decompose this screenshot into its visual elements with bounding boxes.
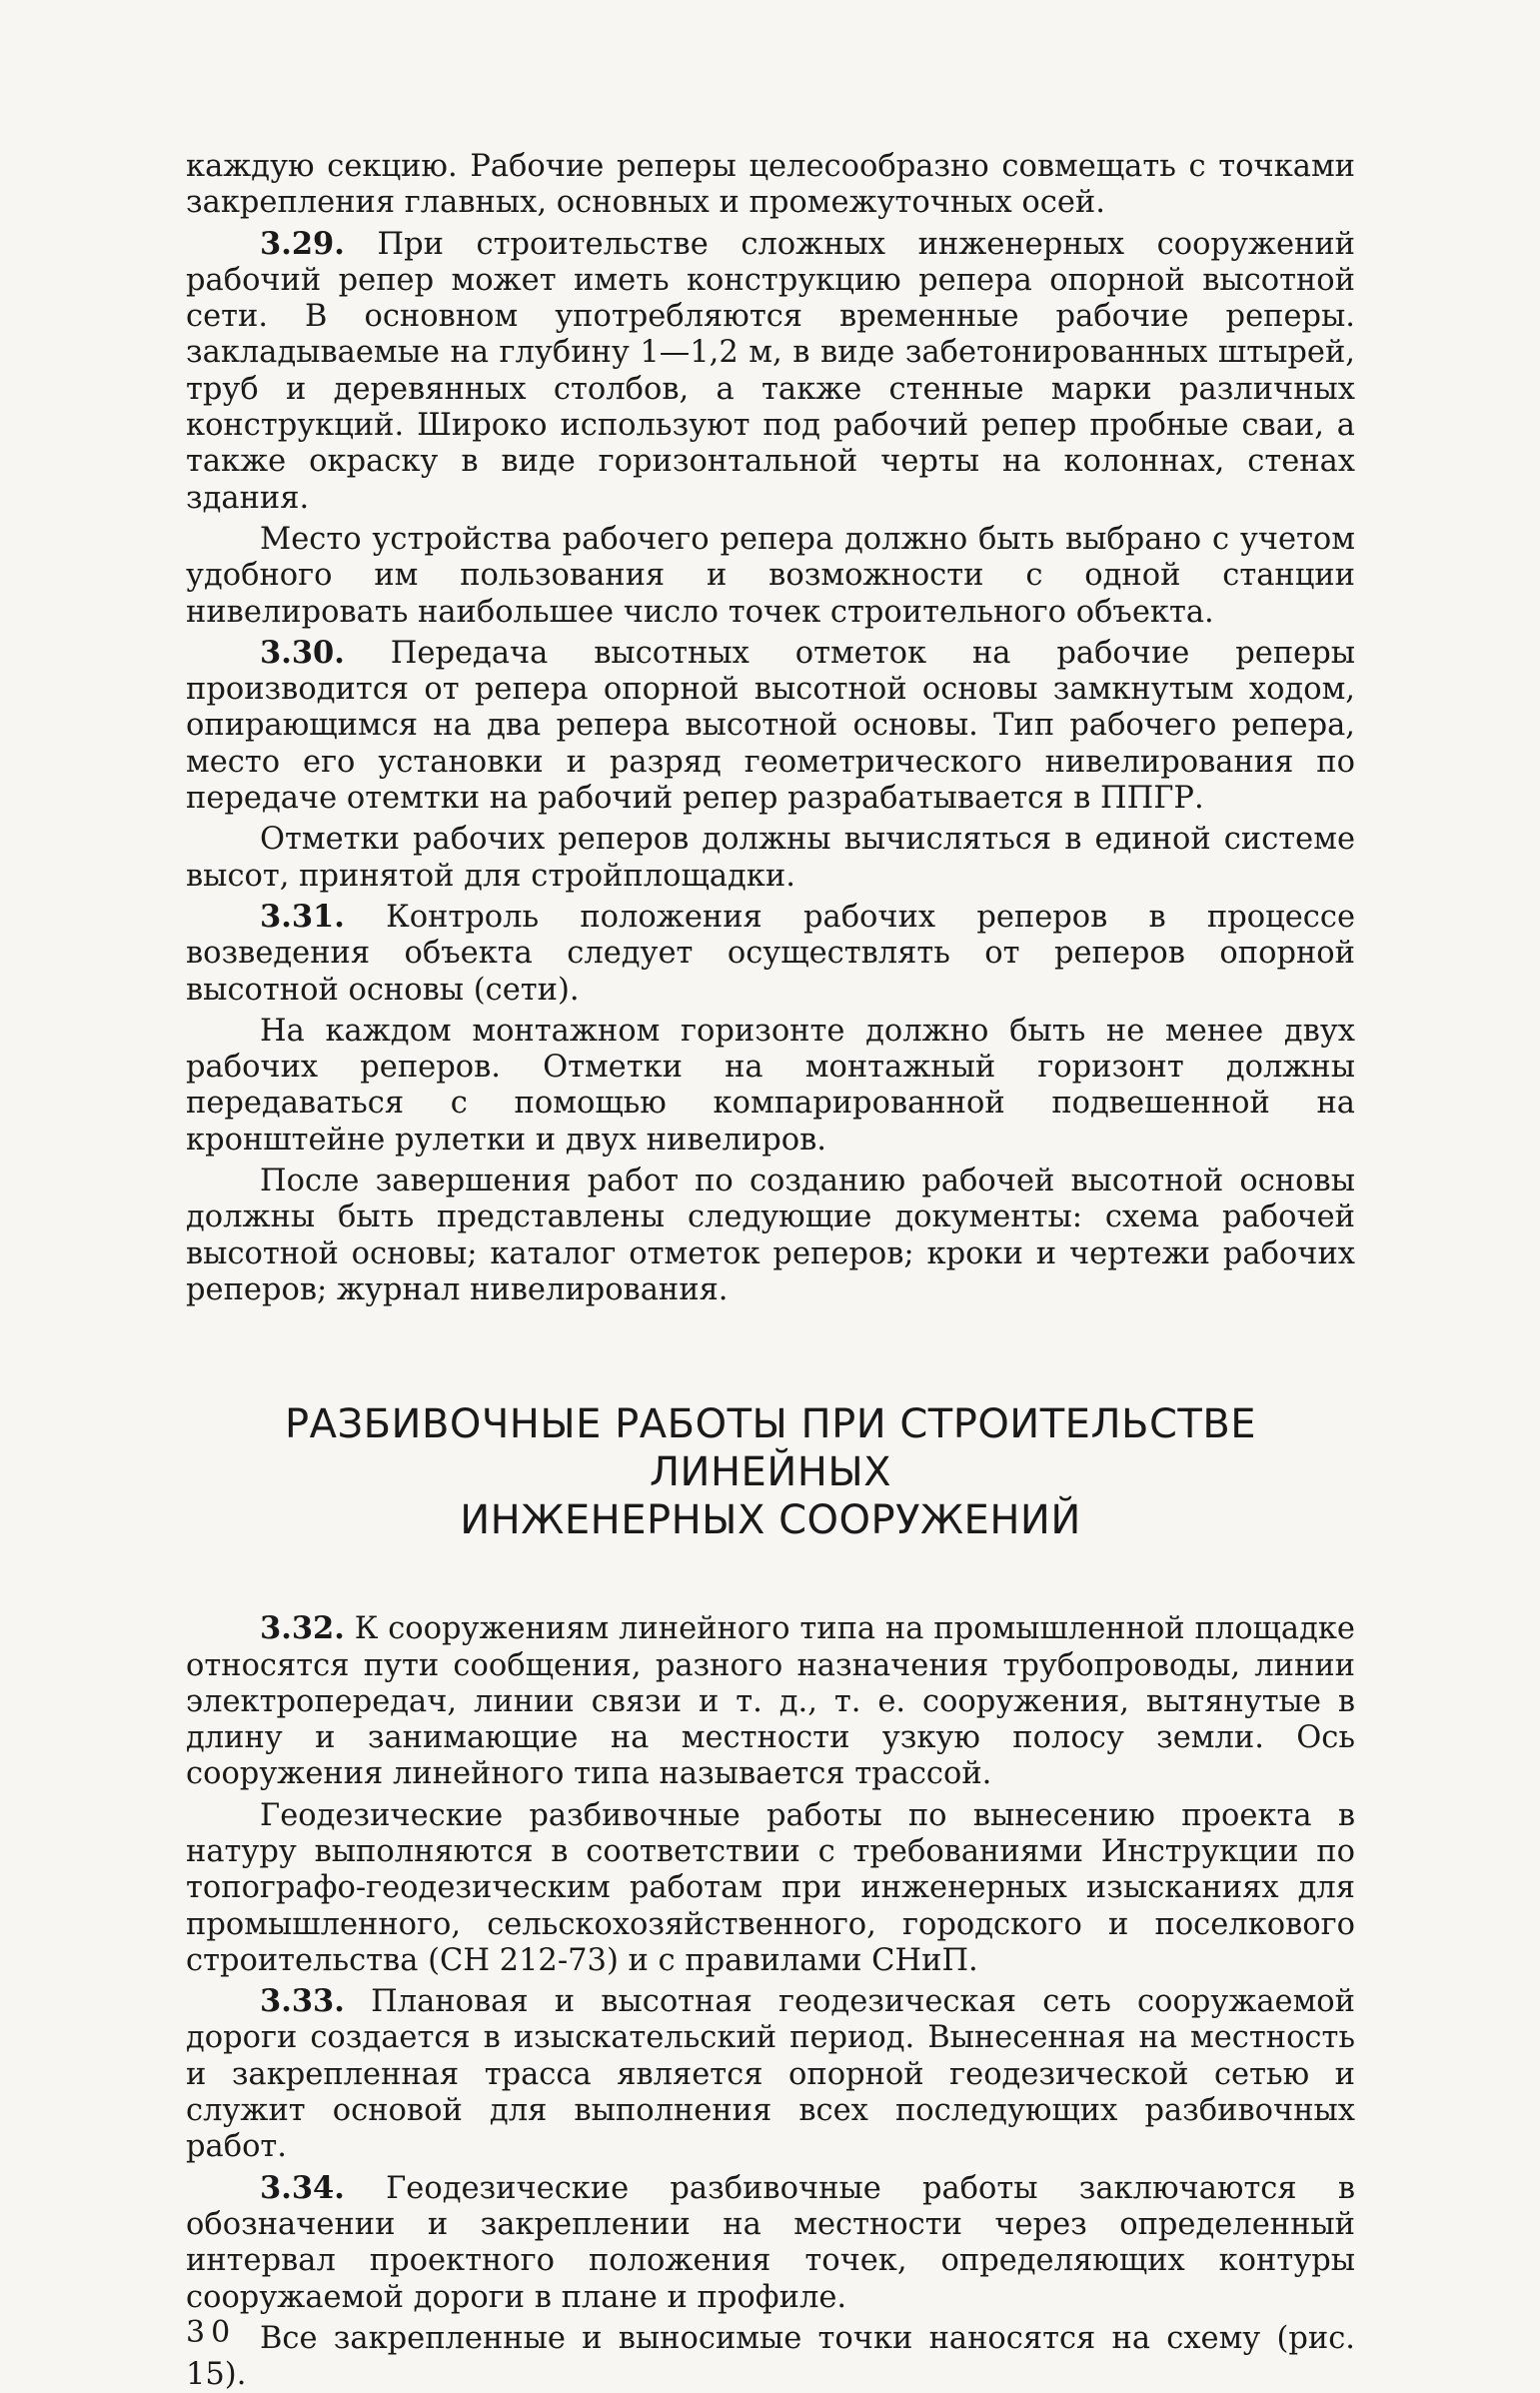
clause-number: 3.30. <box>260 634 345 671</box>
paragraph-top-4 <box>186 821 1355 895</box>
section-heading-line-2: ИНЖЕНЕРНЫХ СООРУЖЕНИЙ <box>460 1497 1081 1544</box>
paragraph-text: Плановая и высотная геодезическая сеть сооружаемой дороги создается в изыскательский период. Вынесенная на местность и закрепленная трасса является опорной геодезической сетью и служит основой для выполнения всех последующих разбивочных работ. <box>186 1984 1355 2165</box>
paragraph-top-5 <box>186 899 1355 1009</box>
paragraph-text: Геодезические разбивочные работы заключаются в обозначении и закреплении на местности через определенный интервал проектного положения точек, определяющих контуры сооружаемой дороги в плане и профиле. <box>186 2170 1355 2315</box>
paragraph-text: К сооружениям линейного типа на промышленной площадке относятся пути сообщения, разного назначения трубопроводы, линии электропередач, линии связи и т. д., т. е. сооружения, вытянутые в длину и занимающие на местности узкую полосу земли. Ось сооружения линейного типа называется трассой. <box>186 1611 1355 1792</box>
paragraph-top-6 <box>186 1013 1355 1159</box>
paragraph-bottom-2 <box>186 1983 1355 2165</box>
body-text <box>186 148 1355 2393</box>
paragraph-top-3 <box>186 635 1355 817</box>
paragraph-text: Передача высотных отметок на рабочие реперы производится от репера опорной высотной основы замкнутым ходом, опирающимся на два репера высотной основы. Тип рабочего репера, место его установки и разряд геометрического нивелирования по передаче отемтки на рабочий репер разрабатывается в ППГР. <box>186 635 1355 817</box>
paragraph-text: Контроль положения рабочих реперов в процессе возведения объекта следует осуществлять от реперов опорной высотной основы (сети). <box>186 899 1355 1008</box>
clause-number: 3.32. <box>260 1610 345 1647</box>
section-heading <box>186 1400 1355 1544</box>
paragraph-bottom-0 <box>186 1610 1355 1792</box>
paragraph-text: На каждом монтажном горизонте должно быть не менее двух рабочих реперов. Отметки на монтажный горизонт должны передаваться с помощью компарированной подвешенной на кронштейне рулетки и двух нивелиров. <box>186 1013 1355 1158</box>
paragraph-bottom-4 <box>186 2320 1355 2393</box>
clause-number: 3.31. <box>260 898 345 935</box>
paragraph-text: Отметки рабочих реперов должны вычисляться в единой системе высот, принятой для стройплощадки. <box>186 822 1355 894</box>
paragraph-text: Геодезические разбивочные работы по вынесению проекта в натуру выполняются в соответствии с требованиями Инструкции по топографо-геодезическим работам при инженерных изысканиях для промышленного, сельскохозяйственного, городского и поселкового строительства (СН 212-73) и с правилами СНиП. <box>186 1797 1355 1978</box>
paragraph-text: Место устройства рабочего репера должно быть выбрано с учетом удобного им пользования и возможности с одной станции нивелировать наибольшее число точек строительного объекта. <box>186 521 1355 630</box>
paragraph-text: После завершения работ по созданию рабочей высотной основы должны быть представлены следующие документы: схема рабочей высотной основы; каталог отметок реперов; кроки и чертежи рабочих реперов; журнал нивелирования. <box>186 1164 1355 1307</box>
paragraph-text: каждую секцию. Рабочие реперы целесообразно совмещать с точками закрепления главных, основных и промежуточных осей. <box>186 149 1355 221</box>
paragraph-bottom-1 <box>186 1797 1355 1979</box>
paragraph-top-0 <box>186 148 1355 222</box>
paragraph-bottom-3 <box>186 2170 1355 2316</box>
paragraph-top-2 <box>186 521 1355 631</box>
section-heading-line-1: РАЗБИВОЧНЫЕ РАБОТЫ ПРИ СТРОИТЕЛЬСТВЕ ЛИНЕЙНЫХ <box>284 1401 1257 1496</box>
paragraph-top-1 <box>186 226 1355 517</box>
paragraph-text: При строительстве сложных инженерных сооружений рабочий репер может иметь конструкцию репера опорной высотной сети. В основном употребляются временные рабочие реперы. закладываемые на глубину 1—1,2 м, в виде забетонированных штырей, труб и деревянных столбов, а также стенные марки различных конструкций. Широко используют под рабочий репер пробные сваи, а также окраску в виде горизонтальной черты на колоннах, стенах здания. <box>186 226 1355 516</box>
clause-number: 3.34. <box>260 2169 345 2206</box>
paragraph-top-7 <box>186 1163 1355 1308</box>
clause-number: 3.29. <box>260 225 345 262</box>
paragraph-text: Все закрепленные и выносимые точки наносятся на схему (рис. 15). <box>186 2320 1355 2393</box>
page-number: 30 <box>186 2315 237 2350</box>
clause-number: 3.33. <box>260 1983 345 2020</box>
